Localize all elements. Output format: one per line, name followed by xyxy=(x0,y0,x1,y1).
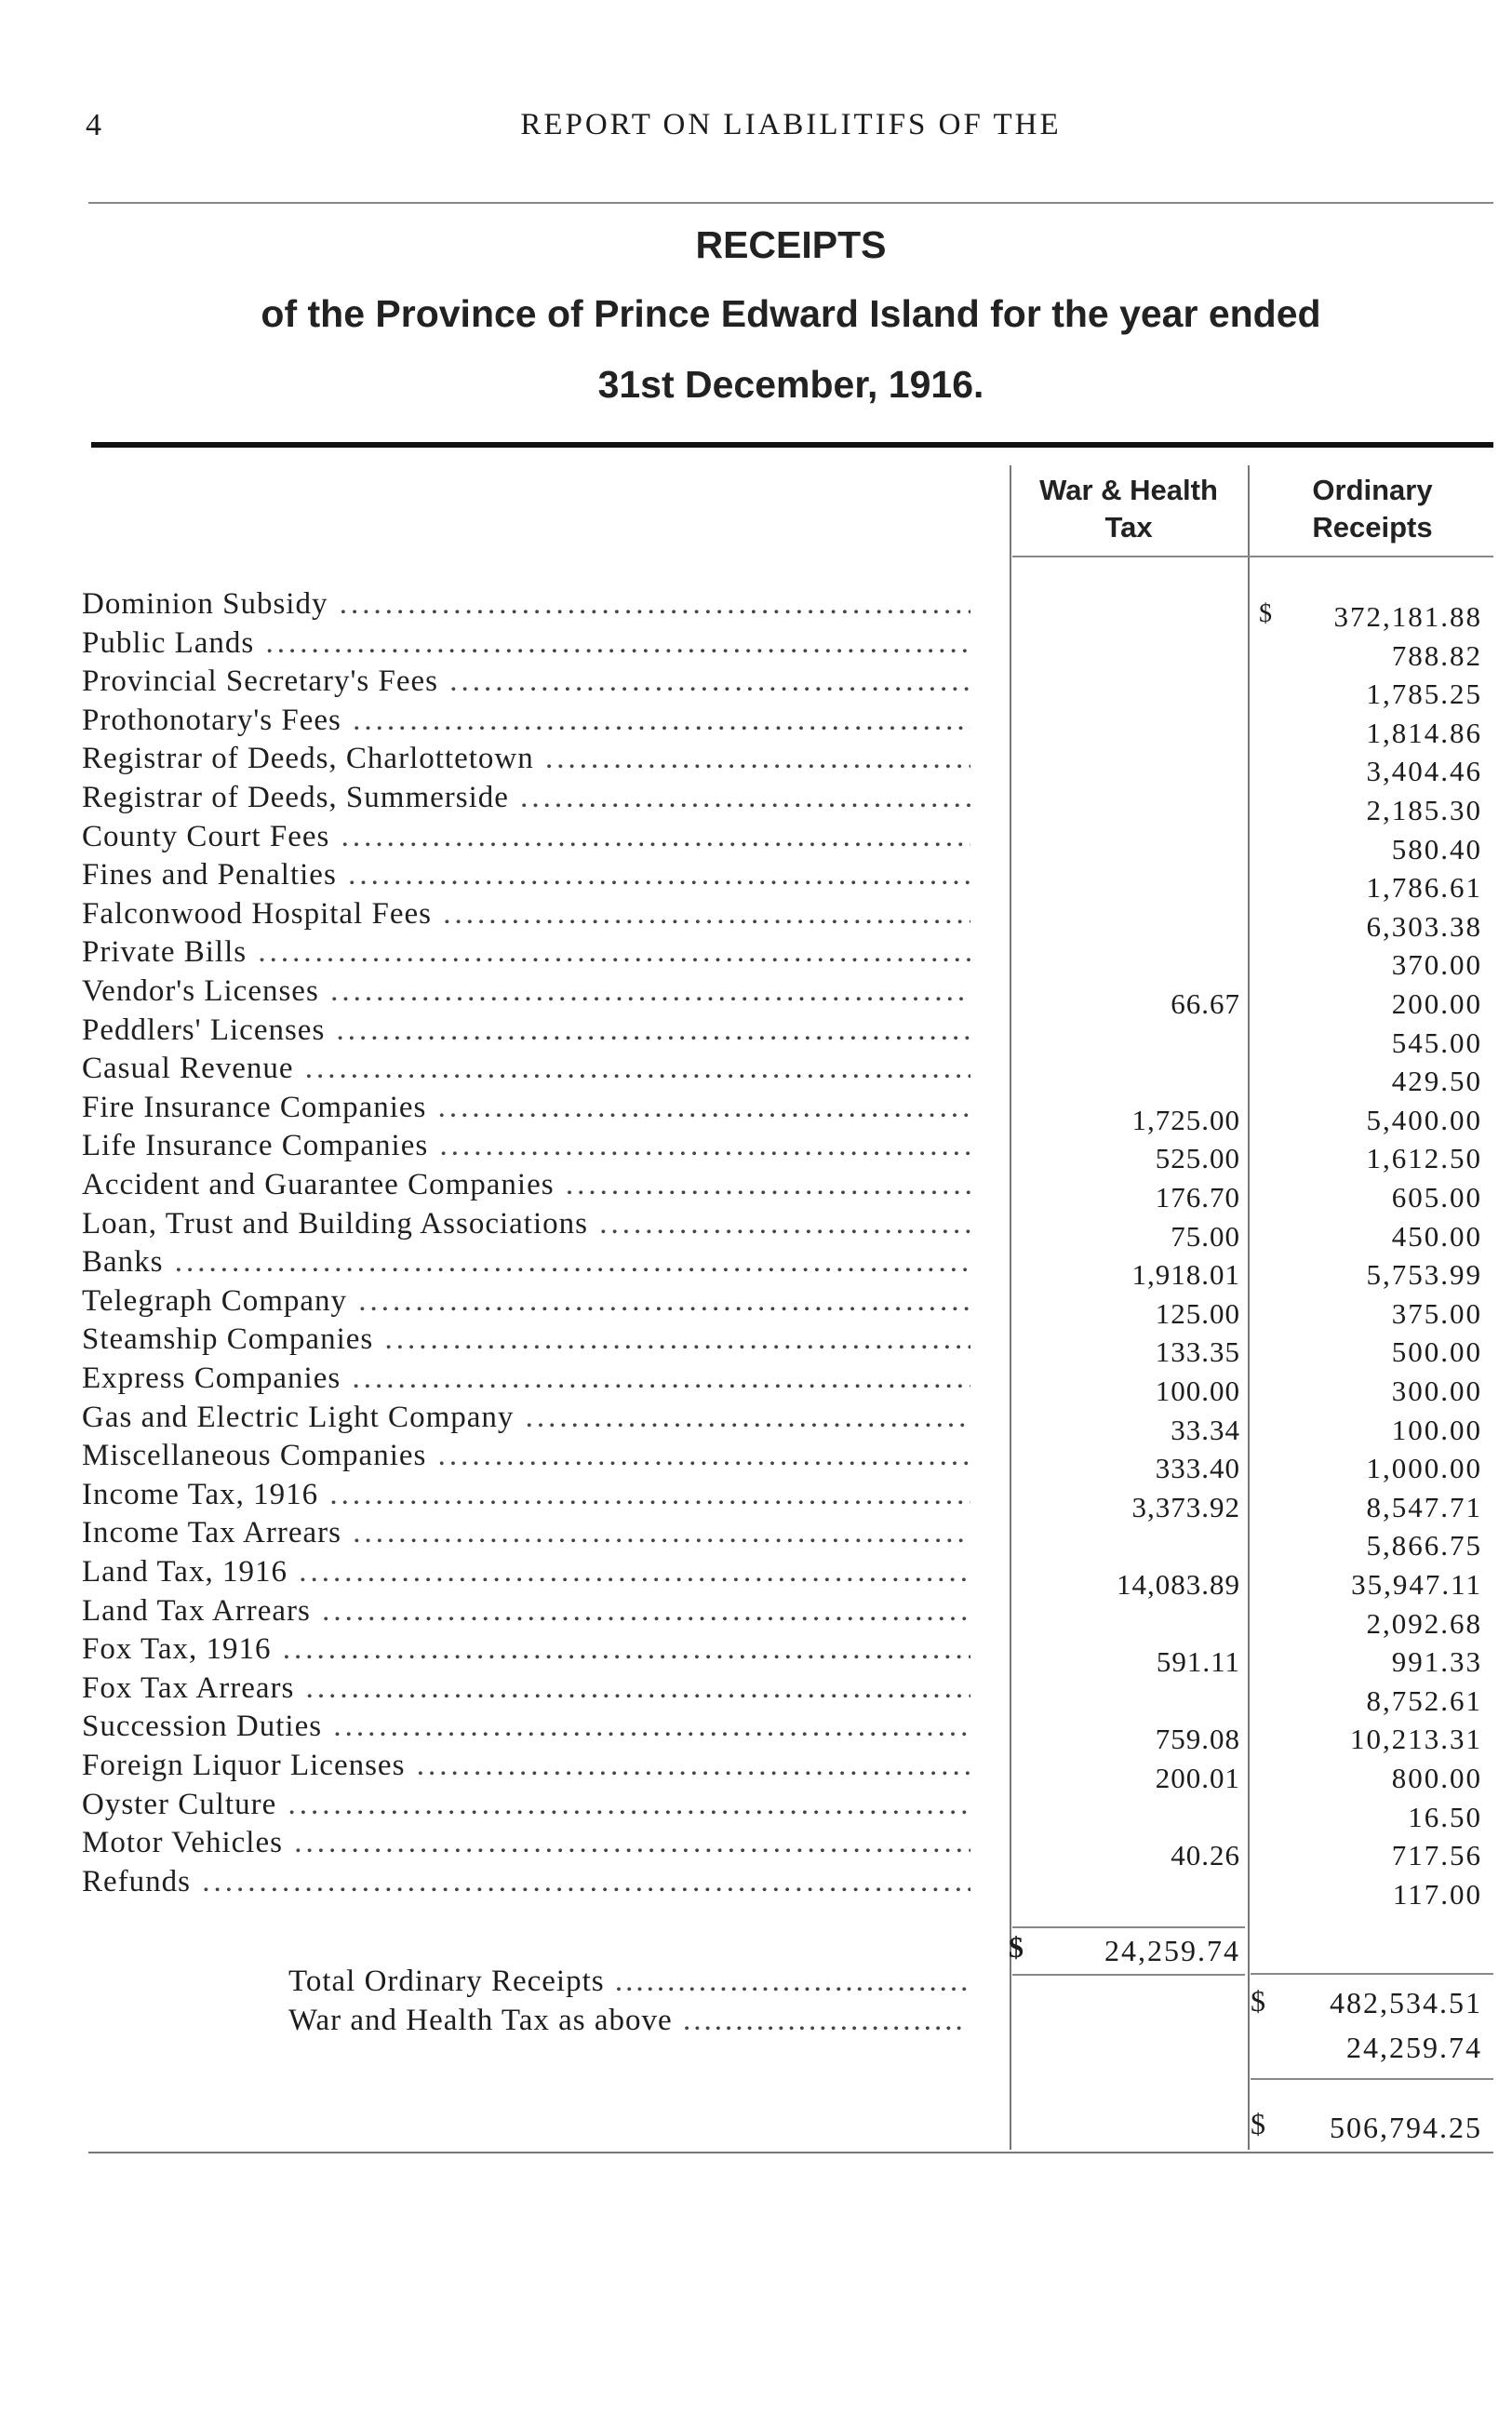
row-label: Miscellaneous Companies ..... xyxy=(82,1436,970,1475)
row-label: County Court Fees ..... xyxy=(82,817,970,856)
table-row xyxy=(0,1823,1512,1872)
table-row xyxy=(0,1320,1512,1369)
row-war-health-value: 14,083.89 xyxy=(1117,1568,1240,1601)
war-header-line2: Tax xyxy=(1104,511,1153,543)
column-header-war-health xyxy=(1012,472,1245,546)
row-label: Income Tax Arrears ..... xyxy=(82,1513,970,1552)
row-war-health-value: 33.34 xyxy=(1171,1413,1240,1446)
row-ordinary-value: 788.82 xyxy=(1391,638,1482,672)
row-label: Motor Vehicles ..... xyxy=(82,1823,970,1862)
row-ordinary-value: 8,547.71 xyxy=(1366,1490,1482,1523)
page-subtitle: of the Province of Prince Edward Island for the year ended xyxy=(261,292,1321,335)
table-row xyxy=(0,1707,1512,1756)
row-label: Telegraph Company ..... xyxy=(82,1281,970,1321)
footer-rule xyxy=(88,2152,1493,2153)
war-health-value: 24,259.74 xyxy=(1346,2031,1482,2064)
row-war-health-value: 759.08 xyxy=(1155,1723,1240,1756)
row-label: Income Tax, 1916 ..... xyxy=(82,1475,970,1514)
table-row xyxy=(0,1552,1512,1601)
row-ordinary-value: 2,185.30 xyxy=(1366,794,1482,826)
row-label: Succession Duties ..... xyxy=(82,1707,970,1746)
war-header-line1: War & Health xyxy=(1039,474,1218,506)
row-label: Prothonotary's Fees ..... xyxy=(82,701,970,740)
row-label: Land Tax, 1916 ..... xyxy=(82,1552,970,1591)
row-ordinary-value: 200.00 xyxy=(1391,987,1482,1020)
table-row xyxy=(0,1785,1512,1833)
table-row xyxy=(0,584,1512,633)
table-row xyxy=(0,894,1512,943)
table-row xyxy=(0,624,1512,672)
table-row xyxy=(0,855,1512,905)
row-ordinary-value: 300.00 xyxy=(1391,1375,1482,1407)
row-label: Fox Tax, 1916 ..... xyxy=(82,1630,970,1669)
table-row xyxy=(0,1513,1512,1563)
row-ordinary-value: 991.33 xyxy=(1391,1645,1482,1679)
table-row xyxy=(0,932,1512,982)
row-ordinary-value: 605.00 xyxy=(1391,1181,1482,1214)
row-war-health-value: 333.40 xyxy=(1155,1452,1240,1485)
row-ordinary-value: 8,752.61 xyxy=(1366,1684,1482,1717)
row-ordinary-value: 372,181.88 xyxy=(1333,600,1482,633)
row-ordinary-value: 1,814.86 xyxy=(1366,716,1482,749)
ord-header-line2: Receipts xyxy=(1312,511,1433,543)
table-row xyxy=(0,817,1512,865)
row-war-health-value: 125.00 xyxy=(1155,1296,1240,1330)
row-label: Provincial Secretary's Fees ..... xyxy=(82,662,970,701)
table-row xyxy=(0,1242,1512,1292)
row-label: Private Bills ..... xyxy=(82,932,970,972)
row-ordinary-value: 370.00 xyxy=(1391,948,1482,982)
row-ordinary-value: 5,753.99 xyxy=(1366,1258,1482,1292)
row-war-health-value: 66.67 xyxy=(1171,987,1240,1020)
grand-total-value: 506,794.25 xyxy=(1330,2111,1482,2144)
row-label: Refunds ..... xyxy=(82,1862,970,1901)
table-row xyxy=(0,1165,1512,1214)
row-ordinary-value: 6,303.38 xyxy=(1366,909,1482,943)
running-head: REPORT ON LIABILITIFS OF THE xyxy=(520,108,1062,141)
row-war-health-value: 40.26 xyxy=(1171,1839,1240,1872)
row-label: Life Insurance Companies ..... xyxy=(82,1126,970,1165)
row-ordinary-value: 429.50 xyxy=(1391,1065,1482,1098)
table-row xyxy=(0,972,1512,1020)
row-label: Casual Revenue ..... xyxy=(82,1049,970,1088)
row-war-health-value: 133.35 xyxy=(1155,1335,1240,1369)
table-row xyxy=(0,1746,1512,1794)
table-row xyxy=(0,1669,1512,1717)
row-label: Fines and Penalties ..... xyxy=(82,855,970,894)
row-war-health-value: 3,373.92 xyxy=(1131,1490,1240,1523)
table-row xyxy=(0,1088,1512,1136)
total-ordinary-value: 482,534.51 xyxy=(1330,1986,1482,2019)
table-row xyxy=(0,1475,1512,1523)
page-date: 31st December, 1916. xyxy=(597,363,984,406)
table-row xyxy=(0,1436,1512,1485)
table-row xyxy=(0,1204,1512,1253)
ordinary-total-rule xyxy=(1251,1973,1493,1975)
row-label: Falconwood Hospital Fees ..... xyxy=(82,894,970,933)
war-total-underline xyxy=(1012,1974,1245,1976)
grand-total-rule xyxy=(1251,2078,1493,2080)
table-row xyxy=(0,778,1512,826)
page-title: RECEIPTS xyxy=(695,223,887,266)
column-header-ordinary xyxy=(1256,472,1489,546)
row-ordinary-value: 1,612.50 xyxy=(1366,1142,1482,1175)
table-row xyxy=(0,1126,1512,1175)
row-ordinary-value: 800.00 xyxy=(1391,1762,1482,1794)
row-war-health-value: 591.11 xyxy=(1156,1645,1240,1679)
table-row xyxy=(0,1011,1512,1059)
table-row xyxy=(0,1862,1512,1911)
header-underline xyxy=(1012,556,1493,557)
row-ordinary-value: 500.00 xyxy=(1391,1335,1482,1369)
row-label: Land Tax Arrears ..... xyxy=(82,1591,970,1630)
row-ordinary-value: 100.00 xyxy=(1391,1413,1482,1446)
title-rule xyxy=(91,442,1493,448)
row-war-health-value: 75.00 xyxy=(1171,1219,1240,1253)
table-row xyxy=(0,1049,1512,1098)
row-label: Steamship Companies ..... xyxy=(82,1320,970,1359)
table-row xyxy=(0,1281,1512,1330)
ordinary-dollar-sign: $ xyxy=(1259,599,1272,628)
table-row xyxy=(0,662,1512,711)
grand-total-dollar: $ xyxy=(1251,2107,1265,2140)
row-ordinary-value: 450.00 xyxy=(1391,1219,1482,1253)
row-ordinary-value: 16.50 xyxy=(1408,1800,1482,1833)
row-war-health-value: 176.70 xyxy=(1155,1181,1240,1214)
table-row xyxy=(0,1591,1512,1640)
row-label: Gas and Electric Light Company ..... xyxy=(82,1398,970,1437)
table-row xyxy=(0,701,1512,749)
row-ordinary-value: 2,092.68 xyxy=(1366,1606,1482,1640)
row-ordinary-value: 3,404.46 xyxy=(1366,755,1482,788)
row-ordinary-value: 1,785.25 xyxy=(1366,677,1482,711)
header-rule xyxy=(88,202,1493,204)
war-total-rule xyxy=(1012,1926,1245,1928)
table-row xyxy=(0,739,1512,788)
table-row xyxy=(0,1398,1512,1446)
row-label: Registrar of Deeds, Charlottetown ..... xyxy=(82,739,970,778)
row-label: Fire Insurance Companies ..... xyxy=(82,1088,970,1127)
row-label: Vendor's Licenses ..... xyxy=(82,972,970,1011)
row-ordinary-value: 1,786.61 xyxy=(1366,871,1482,905)
row-label: Registrar of Deeds, Summerside ..... xyxy=(82,778,970,817)
row-ordinary-value: 5,866.75 xyxy=(1366,1529,1482,1563)
row-ordinary-value: 1,000.00 xyxy=(1366,1452,1482,1485)
row-label: Dominion Subsidy ..... xyxy=(82,584,970,624)
ord-header-line1: Ordinary xyxy=(1312,474,1433,506)
total-ordinary-label: Total Ordinary Receipts ..... xyxy=(288,1962,968,2001)
row-ordinary-value: 117.00 xyxy=(1392,1877,1482,1911)
row-war-health-value: 200.01 xyxy=(1155,1762,1240,1794)
row-label: Foreign Liquor Licenses ..... xyxy=(82,1746,970,1785)
row-label: Peddlers' Licenses ..... xyxy=(82,1011,970,1050)
table-row xyxy=(0,1630,1512,1679)
row-war-health-value: 100.00 xyxy=(1155,1375,1240,1407)
row-label: Accident and Guarantee Companies ..... xyxy=(82,1165,970,1204)
total-ordinary-dollar: $ xyxy=(1251,1984,1265,2018)
row-label: Public Lands ..... xyxy=(82,624,970,663)
row-ordinary-value: 10,213.31 xyxy=(1350,1723,1482,1756)
row-label: Banks ..... xyxy=(82,1242,970,1281)
row-war-health-value: 1,918.01 xyxy=(1131,1258,1240,1292)
row-label: Fox Tax Arrears ..... xyxy=(82,1669,970,1708)
table-row xyxy=(0,1359,1512,1407)
row-label: Oyster Culture ..... xyxy=(82,1785,970,1824)
row-ordinary-value: 580.40 xyxy=(1391,832,1482,865)
row-ordinary-value: 545.00 xyxy=(1391,1026,1482,1059)
row-war-health-value: 525.00 xyxy=(1155,1142,1240,1175)
row-war-health-value: 1,725.00 xyxy=(1131,1103,1240,1136)
row-label: Express Companies ..... xyxy=(82,1359,970,1398)
row-ordinary-value: 717.56 xyxy=(1391,1839,1482,1872)
page-number: 4 xyxy=(86,108,101,142)
war-total-dollar: $ xyxy=(1009,1930,1024,1964)
war-health-above-label: War and Health Tax as above ..... xyxy=(288,2001,968,2040)
war-total-value: 24,259.74 xyxy=(1104,1934,1240,1967)
row-ordinary-value: 5,400.00 xyxy=(1366,1103,1482,1136)
row-ordinary-value: 375.00 xyxy=(1391,1296,1482,1330)
row-label: Loan, Trust and Building Associations ..... xyxy=(82,1204,970,1243)
row-ordinary-value: 35,947.11 xyxy=(1351,1568,1482,1601)
